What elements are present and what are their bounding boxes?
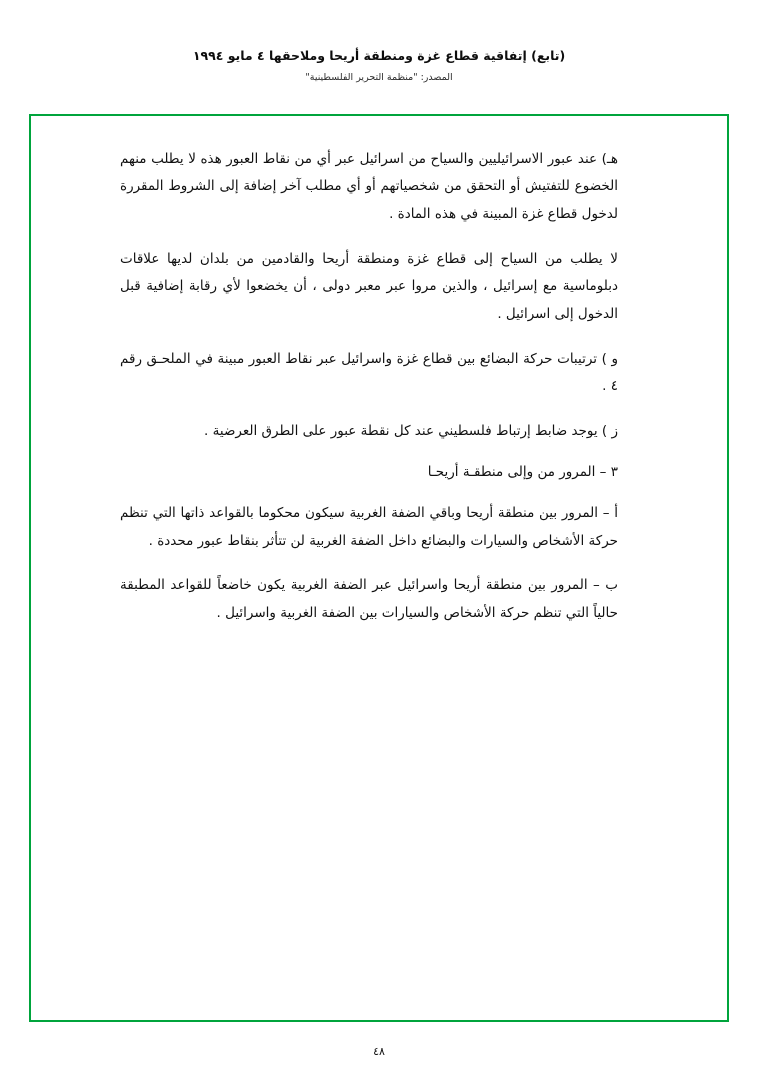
paragraph-clause-3-a: أ – المرور بين منطقة أريحا وباقي الضفة الغربية سيكون محكوما بالقواعد ذاتها التي تنظم حركة الأشخاص والسيارات والبضائع داخل الضفة الغربية لن تتأثر بنقاط عبور محددة . [120, 504, 618, 549]
page-number: ٤٨ [373, 1045, 385, 1058]
header-title: (تابع) إتفاقية قطاع غزة ومنطقة أريحا وملاحقها ٤ مايو ١٩٩٤ [192, 48, 566, 63]
page-footer [0, 1045, 758, 1058]
document-body [120, 128, 618, 645]
heading-clause-3: ٣ – المرور من وإلى منطقـة أريحـا [427, 463, 618, 480]
header-source: المصدر: "منظمة التحرير الفلسطينية" [305, 72, 453, 83]
paragraph-clause-haa: هـ) عند عبور الاسرائيليين والسياح من اسرائيل عبر أي من نقاط العبور هذه لا يطلب منهم الخضوع للتفتيش أو التحقق من شخصياتهم أو أي مطلب آخر إضافة إلى الشروط المقررة لدخول قطاع غزة المبينة في هذه المادة . [120, 150, 618, 222]
paragraph-clause-tourists: لا يطلب من السياح إلى قطاع غزة ومنطقة أريحا والقادمين من بلدان لديها علاقات دبلوماسية مع إسرائيل ، والذين مروا عبر معبر دولى ، أن يخضعوا لأي رقابة إضافية قبل الدخول إلى اسرائيل . [120, 250, 618, 322]
paragraph-clause-waw: و ) ترتيبات حركة البضائع بين قطاع غزة واسرائيل عبر نقاط العبور مبينة في الملحـق رقم ٤ . [120, 350, 618, 395]
paragraph-clause-3-b: ب – المرور بين منطقة أريحا واسرائيل عبر الضفة الغربية يكون خاضعاً للقواعد المطبقة حالياً التي تنظم حركة الأشخاص والسيارات بين الضفة الغربية واسرائيل . [120, 577, 618, 621]
paragraph-clause-zay: ز ) يوجد ضابط إرتباط فلسطيني عند كل نقطة عبور على الطرق العرضية . [204, 422, 618, 439]
page-header [0, 0, 758, 83]
